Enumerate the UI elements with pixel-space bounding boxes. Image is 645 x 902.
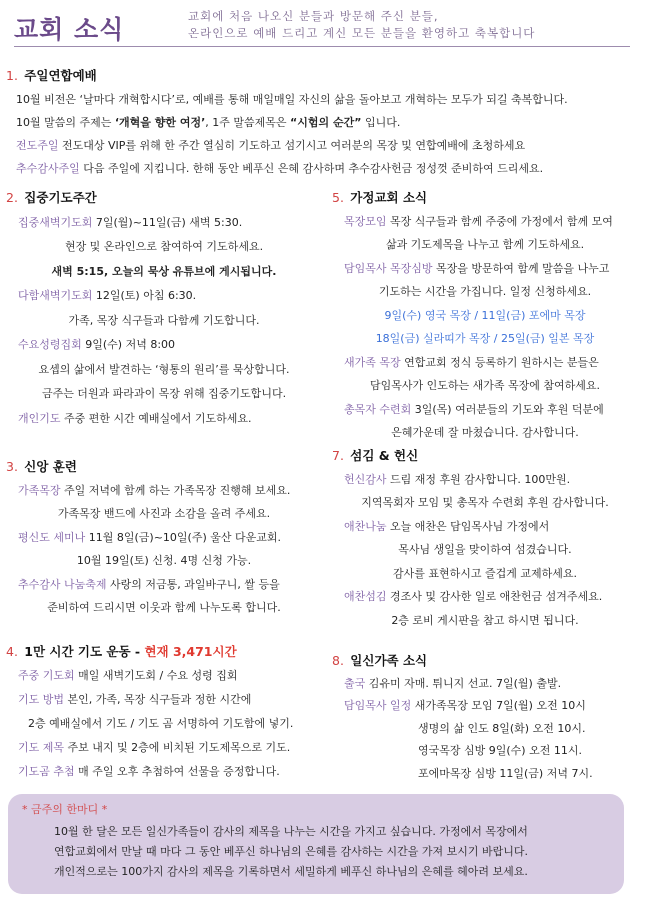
section-heading	[6, 455, 322, 479]
item-label: 전도주일	[16, 139, 59, 152]
visit-schedule: 9일(수) 영국 목장 / 11일(금) 포에마 목장	[384, 308, 586, 322]
item-text: 준비하여 드리시면 이웃과 함께 나누도록 합니다.	[47, 601, 281, 614]
section-number: 2.	[6, 190, 18, 205]
item-text: 드림 재정 후원 감사합니다. 100만원.	[386, 472, 571, 486]
item-text: 영국목장 심방 9일(수) 오전 11시.	[418, 744, 582, 757]
list-item	[6, 134, 636, 157]
item-label: 평신도 세미나	[18, 530, 86, 544]
section-title: 1만 시간 기도 운동 -	[24, 644, 145, 659]
section-number: 1.	[6, 68, 18, 83]
section-house-church	[332, 186, 638, 445]
list-item	[6, 407, 322, 432]
section-number: 3.	[6, 459, 18, 474]
list-item	[332, 351, 638, 375]
item-label: 기도 제목	[18, 741, 65, 754]
visit-schedule: 18일(금) 실라띠가 목장 / 25일(금) 일본 목장	[375, 332, 595, 345]
section-heading	[6, 186, 322, 211]
text: 10월 비전은 ‘날마다 개혁합시다’로, 예배를 통해 매일매일 자신의 삶을 돌아보고 개혁하는 모두가 되길 축복합니다.	[16, 93, 568, 106]
item-label: 담임목사 목장심방	[344, 261, 433, 275]
section-title: 섬김 & 헌신	[350, 448, 419, 463]
section-prayer-movement	[6, 640, 322, 784]
list-item	[6, 157, 636, 180]
item-label: 총목자 수련회	[344, 402, 412, 416]
item-text: 본인, 가족, 목장 식구들과 정한 시간에	[64, 693, 252, 706]
item-label: 출국	[344, 676, 366, 690]
item-text: 삶과 기도제목을 나누고 함께 기도하세요.	[385, 238, 585, 251]
item-text: 7일(월)~11일(금) 새벽 5:30.	[92, 215, 243, 229]
list-item	[332, 673, 638, 696]
item-label: 목장모임	[344, 214, 387, 228]
item-text: 11월 8일(금)~10일(주) 울산 다운교회.	[85, 530, 282, 544]
item-text: 다음 주일에 지킵니다. 한해 동안 베푸신 은혜 감사하며 추수감사헌금 정성껏 준비하여 드리세요.	[79, 162, 544, 175]
list-item	[6, 573, 322, 597]
item-text: 가족목장 밴드에 사진과 소감을 올려 주세요.	[57, 507, 271, 520]
list-item	[6, 664, 322, 688]
list-item	[6, 284, 322, 309]
item-label: 기도 방법	[18, 693, 65, 706]
item-text: 생명의 삶 인도 8일(화) 오전 10시.	[418, 721, 586, 735]
section-number: 8.	[332, 653, 344, 668]
item-label: 가족목장	[18, 483, 61, 497]
section-number: 4.	[6, 644, 18, 659]
section-heading	[6, 640, 322, 664]
item-text: 지역목회자 모임 및 총목자 수련회 후원 감사합니다.	[361, 496, 609, 509]
list-item	[6, 760, 322, 784]
list-item	[6, 526, 322, 550]
section-title: 주일연합예배	[24, 68, 97, 83]
section-family-news	[332, 650, 638, 785]
list-item	[332, 210, 638, 234]
item-text: 새가족목장 모임 7일(월) 오전 10시	[411, 699, 586, 712]
list-item	[332, 468, 638, 492]
item-label: 주중 기도회	[18, 669, 75, 682]
item-label: 기도곰 추첨	[18, 765, 75, 778]
list-item	[332, 695, 638, 718]
section-worship	[6, 64, 636, 180]
item-text: 연합교회 정식 등록하기 원하시는 분들은	[400, 355, 599, 369]
section-title: 일신가족 소식	[350, 653, 428, 668]
text: 10월 말씀의 주제는	[16, 116, 115, 129]
item-label: 추수감사주일	[16, 162, 80, 175]
list-item	[6, 88, 636, 111]
sermon-theme: ‘개혁을 향한 여정’	[114, 116, 206, 129]
header	[0, 0, 645, 50]
item-text: 포에마목장 심방 11일(금) 저녁 7시.	[418, 766, 593, 780]
prayer-hours-count: 현재 3,471시간	[144, 644, 237, 659]
list-item	[6, 479, 322, 503]
section-prayer-week	[6, 186, 322, 431]
list-item	[332, 515, 638, 539]
item-text: 오늘 애찬은 담임목사님 가정에서	[386, 519, 550, 533]
item-label: 애찬나눔	[344, 519, 387, 533]
list-item	[332, 398, 638, 422]
item-text: 목사님 생일을 맞이하여 섬겼습니다.	[398, 543, 572, 556]
item-label: 추수감사 나눔축제	[18, 577, 107, 591]
item-label: 새가족 목장	[344, 355, 401, 369]
item-text: 주일 저녁에 함께 하는 가족목장 진행해 보세요.	[60, 483, 291, 497]
item-text: 주보 내지 및 2층에 비치된 기도제목으로 기도.	[64, 741, 291, 754]
item-text: 감사를 표현하시고 즐겁게 교제하세요.	[392, 566, 577, 580]
section-training	[6, 455, 322, 620]
section-heading	[332, 444, 638, 468]
item-text: 기도하는 시간을 가집니다. 일정 신청하세요.	[378, 285, 592, 298]
section-title: 신앙 훈련	[24, 459, 77, 474]
item-label: 집중새벽기도회	[18, 215, 93, 229]
item-text: 주중 편한 시간 예배실에서 기도하세요.	[60, 411, 252, 425]
sermon-title: “시험의 순간”	[290, 116, 362, 129]
section-heading	[332, 650, 638, 673]
section-number: 5.	[332, 190, 344, 205]
list-item	[6, 211, 322, 236]
header-subtitle	[188, 8, 535, 42]
weekly-word-title: * 금주의 한마디 *	[22, 803, 108, 816]
list-item	[6, 736, 322, 760]
item-text: 요셉의 삶에서 발견하는 ‘형통의 원리’를 묵상합니다.	[38, 362, 290, 376]
item-label: 다함새벽기도회	[18, 289, 93, 302]
weekly-word-line: 10월 한 달은 모든 일신가족들이 감사의 제목을 나누는 시간을 가지고 싶습니다. 가정에서 목장에서	[54, 825, 528, 838]
list-item	[332, 257, 638, 281]
text: , 1주 말씀제목은	[205, 116, 291, 129]
list-item	[332, 585, 638, 609]
header-sub-line2: 온라인으로 예배 드리고 계신 모든 분들을 환영하고 축복합니다	[188, 26, 536, 40]
list-item	[6, 111, 636, 134]
item-text: 2층 예배실에서 기도 / 기도 곰 서명하여 기도함에 넣기.	[28, 717, 294, 730]
item-text: 은혜가운데 잘 마쳤습니다. 감사합니다.	[391, 426, 579, 439]
list-item	[6, 688, 322, 712]
header-divider	[14, 46, 630, 47]
text: 입니다.	[361, 116, 401, 129]
section-service	[332, 444, 638, 632]
item-text: 9일(수) 저녁 8:00	[81, 338, 176, 351]
header-sub-line1: 교회에 처음 나오신 분들과 방문해 주신 분들,	[188, 9, 439, 23]
item-text: 2층 로비 게시판을 참고 하시면 됩니다.	[391, 613, 579, 627]
item-text: 새벽 5:15, 오늘의 묵상 유튜브에 게시됩니다.	[51, 264, 277, 278]
item-label: 담임목사 일정	[344, 699, 412, 712]
page-title: 교회 소식	[14, 15, 125, 44]
item-text: 김유미 자매. 튀니지 선교. 7일(월) 출발.	[365, 676, 562, 690]
weekly-word-box	[8, 794, 624, 894]
item-text: 10월 19일(토) 신청. 4명 신청 가능.	[76, 554, 252, 567]
item-text: 3일(목) 여러분들의 기도와 후원 덕분에	[411, 402, 604, 416]
section-title: 집중기도주간	[24, 190, 97, 205]
section-heading	[6, 64, 636, 87]
item-text: 사랑의 저금통, 과일바구니, 쌀 등을	[106, 577, 280, 591]
weekly-word-text	[54, 822, 528, 882]
item-text: 현장 및 온라인으로 참여하여 기도하세요.	[64, 240, 264, 253]
section-title: 가정교회 소식	[350, 190, 428, 205]
item-text: 담임목사가 인도하는 새가족 목장에 참여하세요.	[369, 379, 600, 392]
list-item	[6, 333, 322, 358]
item-text: 금주는 더원과 파라과이 목장 위해 집중기도합니다.	[41, 387, 287, 400]
item-text: 12일(토) 아침 6:30.	[92, 289, 197, 302]
item-text: 목장을 방문하여 함께 말씀을 나누고	[432, 261, 610, 275]
item-text: 목장 식구들과 함께 주중에 가정에서 함께 모여	[386, 214, 613, 228]
item-label: 수요성령집회	[18, 338, 82, 351]
item-label: 헌신감사	[344, 472, 387, 486]
item-text: 전도대상 VIP를 위해 한 주간 열심히 기도하고 섬기시고 여러분의 목장 및 연합예배에 초청하세요	[58, 139, 526, 152]
item-text: 경조사 및 감사한 일로 애찬헌금 섬겨주세요.	[386, 590, 603, 603]
item-label: 개인기도	[18, 411, 61, 425]
weekly-word-line: 연합교회에서 만날 때 마다 그 동안 베푸신 하나님의 은혜를 감사하는 시간을 가져 보시기 바랍니다.	[54, 845, 528, 858]
weekly-word-line: 개인적으로는 100가지 감사의 제목을 기록하면서 세밀하게 베푸신 하나님의 은혜를 헤아려 보세요.	[54, 865, 528, 878]
item-text: 가족, 목장 식구들과 다함께 기도합니다.	[68, 313, 260, 327]
section-number: 7.	[332, 448, 344, 463]
item-label: 애찬섬김	[344, 590, 387, 603]
item-text: 매일 새벽기도회 / 수요 성령 집회	[74, 669, 238, 682]
item-text: 매 주일 오후 추첨하여 선물을 증정합니다.	[74, 765, 280, 778]
section-heading	[332, 186, 638, 210]
